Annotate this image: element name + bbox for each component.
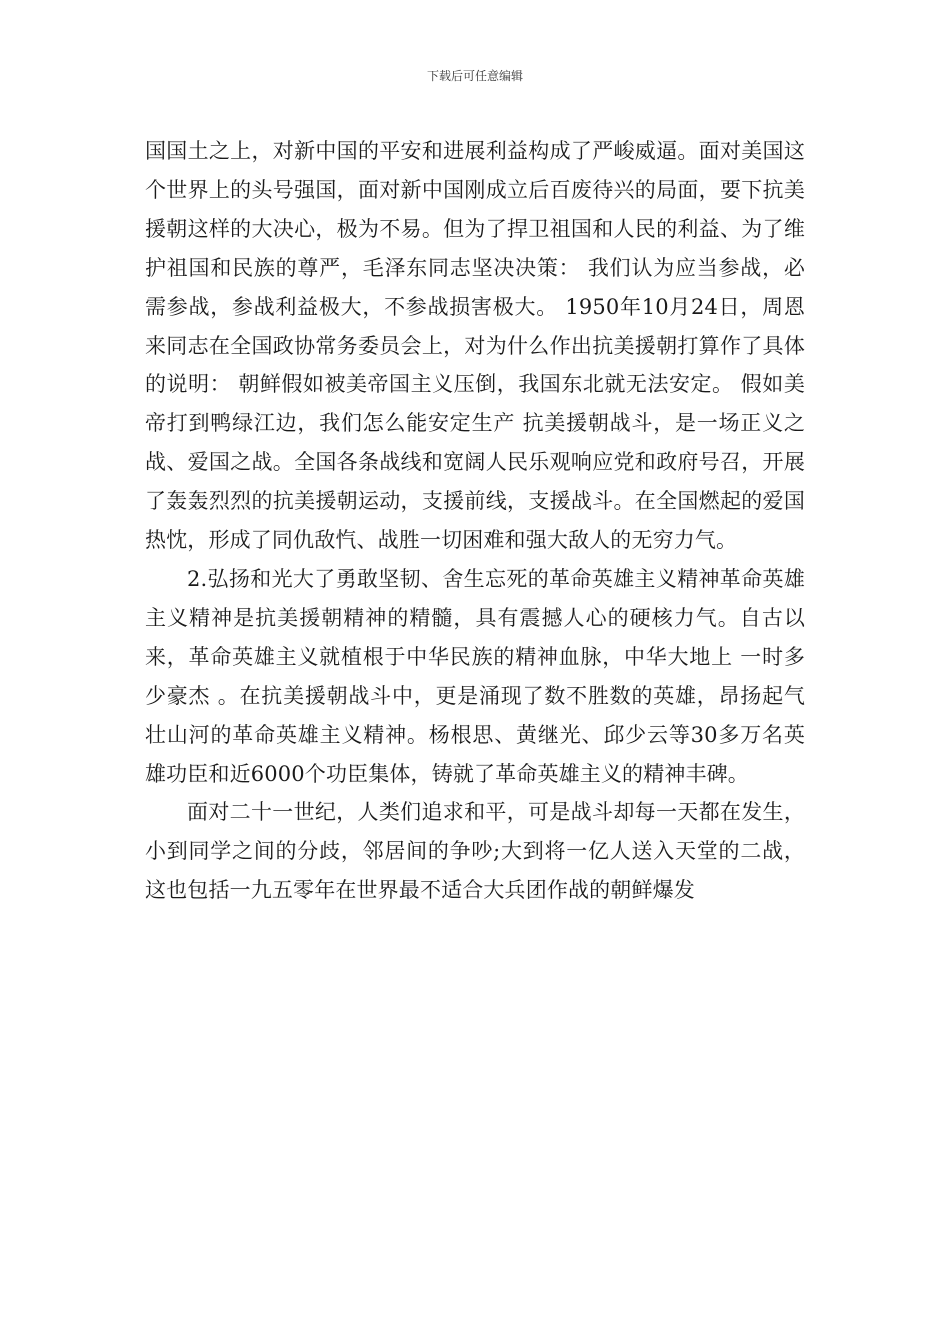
page-header: 下载后可任意编辑 <box>426 69 523 83</box>
paragraph-2: 2.弘扬和光大了勇敢坚韧、舍生忘死的革命英雄主义精神革命英雄主义精神是抗美援朝精神的精髓，具有震撼人心的硬核力气。自古以来，革命英雄主义就植根于中华民族的精神血脉，中华大地上 一时多少豪杰 。在抗美援朝战斗中，更是涌现了数不胜数的英雄，昂扬起气壮山河的革命英雄主义精神。杨根思、黄继光、邱少云等30多万名英雄功臣和近6000个功臣集体，铸就了革命英雄主义的精神丰碑。 <box>145 566 805 786</box>
paragraph-1: 国国土之上，对新中国的平安和进展利益构成了严峻威逼。面对美国这个世界上的头号强国，面对新中国刚成立后百废待兴的局面，要下抗美援朝这样的大决心，极为不易。但为了捍卫祖国和人民的利益、为了维护祖国和民族的尊严，毛泽东同志坚决决策： 我们认为应当参战，必需参战，参战利益极大，不参战损害极大。 1950年10月24日，周恩来同志在全国政协常务委员会上，对为什么作出抗美援朝打算作了具体的说明： 朝鲜假如被美帝国主义压倒，我国东北就无法安定。 假如美帝打到鸭绿江边，我们怎么能安定生产 抗美援朝战斗，是一场正义之战、爱国之战。全国各条战线和宽阔人民乐观响应党和政府号召，开展了轰轰烈烈的抗美援朝运动，支援前线，支援战斗。在全国燃起的爱国热忱，形成了同仇敌忾、战胜一切困难和强大敌人的无穷力气。 <box>145 139 805 553</box>
paragraph-3: 面对二十一世纪，人类们追求和平，可是战斗却每一天都在发生，小到同学之间的分歧，邻居间的争吵;大到将一亿人送入天堂的二战，这也包括一九五零年在世界最不适合大兵团作战的朝鲜爆发 <box>145 800 805 903</box>
document-body <box>145 132 805 910</box>
